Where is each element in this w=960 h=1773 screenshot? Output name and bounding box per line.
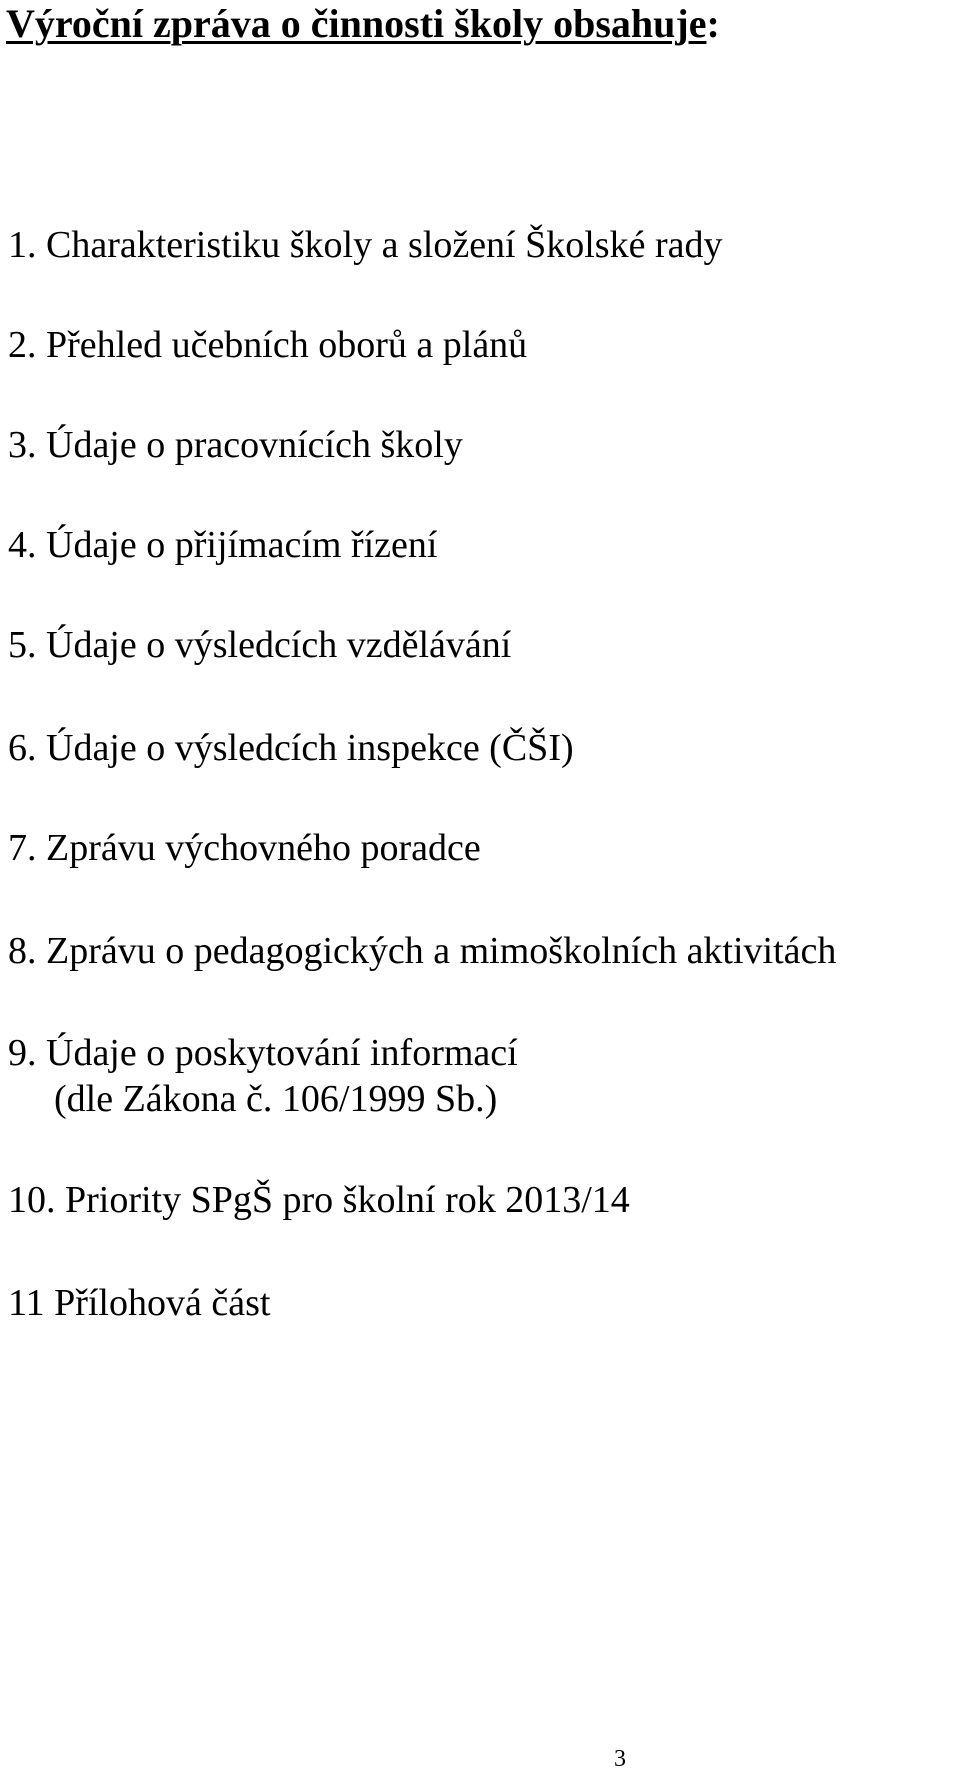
list-item-9-continuation: (dle Zákona č. 106/1999 Sb.): [54, 1078, 498, 1120]
list-item-6: 6. Údaje o výsledcích inspekce (ČŠI): [8, 727, 574, 769]
list-item-8: 8. Zprávu o pedagogických a mimoškolních aktivitách: [8, 930, 837, 972]
heading-colon: :: [706, 1, 720, 46]
list-item-2: 2. Přehled učebních oborů a plánů: [8, 324, 528, 366]
list-item-1: 1. Charakteristiku školy a složení Školské rady: [8, 224, 723, 266]
list-item-7: 7. Zprávu výchovného poradce: [8, 827, 481, 869]
list-item-5: 5. Údaje o výsledcích vzdělávání: [8, 624, 512, 666]
list-item-3: 3. Údaje o pracovnících školy: [8, 424, 463, 466]
list-item-10: 10. Priority SPgŠ pro školní rok 2013/14: [8, 1179, 630, 1221]
list-item-9: [8, 1030, 518, 1122]
document-heading: [6, 0, 720, 48]
list-item-4: 4. Údaje o přijímacím řízení: [8, 524, 438, 566]
heading-title: Výroční zpráva o činnosti školy obsahuje: [6, 1, 707, 46]
page-number: 3: [614, 1746, 626, 1772]
list-item-9-text: 9. Údaje o poskytování informací: [8, 1032, 518, 1074]
list-item-11: 11 Přílohová část: [8, 1282, 271, 1324]
